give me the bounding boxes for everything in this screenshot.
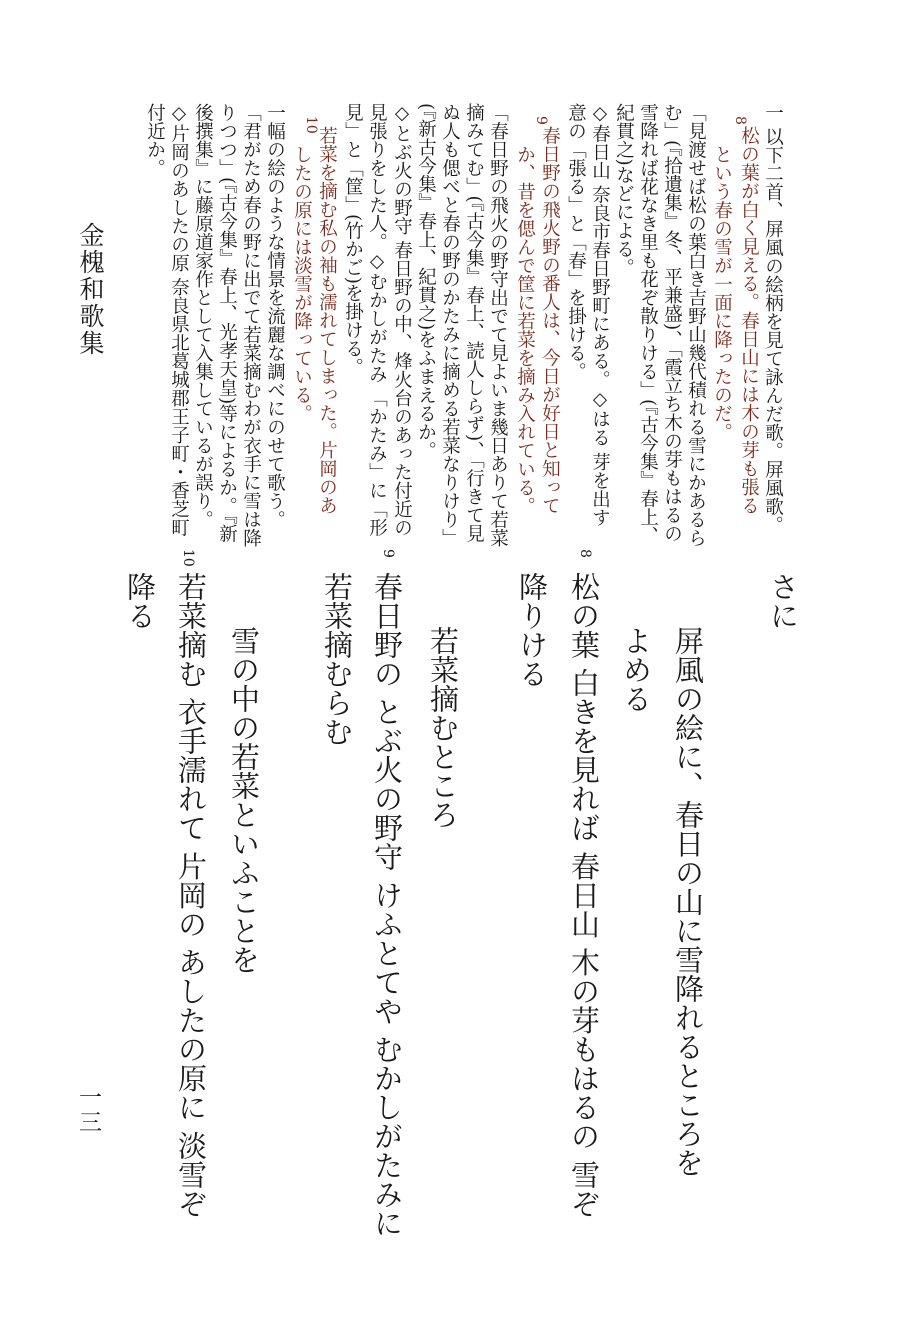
note-line: 見」と「筐」(竹かご)を掛ける。 — [342, 103, 364, 377]
gloss-line: か、昔を偲んで筐に若菜を摘み入れている。 — [514, 145, 536, 515]
note-line: 「君がため春の野に出でて若菜摘むわが衣手に雪は降 — [240, 103, 262, 547]
note-line: 意の「張る」と「春」を掛ける。 — [565, 103, 587, 381]
poem-tail: さに — [766, 572, 800, 630]
gloss-line: 若菜を摘む私の袖も濡れてしまった。片岡のあ — [316, 126, 338, 515]
page-number: 一三 — [75, 1085, 101, 1135]
poem-line: 若菜摘むらむ — [320, 572, 354, 746]
note-line: 見張りをした人。◇むかしがたみ 「かたみ」に「形 — [366, 103, 388, 537]
note-line: ◇片岡のあしたの原 奈良県北葛城郡王子町・香芝町 — [168, 103, 190, 537]
note-line: 付近か。 — [144, 103, 166, 177]
poem-line: 若菜摘む 衣手濡れて 片岡の あしたの原に 淡雪ぞ — [174, 572, 208, 1218]
gloss-line: という春の雪が一面に降ったのだ。 — [711, 145, 733, 441]
note-line: 「春日野の飛火の野守出でて見よいま幾日ありて若菜 — [487, 103, 509, 547]
poem-line: 降りける — [515, 572, 549, 688]
poem-heading: 屏風の絵に、春日の山に雪降れるところを — [671, 626, 705, 1177]
poem-line: 春日野の とぶ火の野守 けふとてや むかしがたみに — [370, 572, 404, 1238]
note-line: 雪降れば花なき里も花ぞ散りける」(『古今集』春上、 — [637, 103, 659, 545]
note-line: ぬ人も偲べと春の野のかたみに摘める若菜なりけり」 — [439, 103, 461, 547]
poem-number: 9 — [380, 549, 396, 558]
note-line: (『新古今集』春上、紀貫之)をふまえるか。 — [415, 103, 437, 460]
gloss-line: したの原には淡雪が降っている。 — [291, 145, 313, 423]
poem-line: 降る — [123, 572, 157, 630]
note-line: 一幅の絵のような情景を流麗な調べにのせて歌う。 — [264, 103, 286, 529]
note-line: ◇とぶ火の野守 春日野の中、烽火台のあった付近の — [391, 103, 413, 537]
note-line: 紀貫之)などによる。 — [613, 103, 635, 277]
poem-heading: 雪の中の若菜といふことを — [227, 626, 261, 974]
note-line: 「見渡せば松の葉白き吉野山幾代積れる雪にかあるら — [685, 103, 707, 547]
book-title: 金槐和歌集 — [76, 222, 105, 357]
note-line: 摘みてむ」(『古今集』春上、読人しらず)、「行きて見 — [463, 103, 485, 543]
poem-line: 松の葉 白きを見れば 春日山 木の芽もはるの 雪ぞ — [567, 572, 601, 1218]
note-line: ◇春日山 奈良市春日野町にある。◇はる 芽を出す — [589, 103, 611, 527]
note-number: 8 — [732, 116, 748, 125]
note-number: 10 — [303, 116, 319, 134]
note-line: 一 以下二首、屏風の絵柄を見て詠んだ歌。屏風歌。 — [762, 103, 784, 535]
gloss-line: 松の葉が白く見える。春日山には木の芽も張る — [738, 126, 760, 515]
poem-number: 10 — [180, 549, 196, 567]
note-line: りつつ」(『古今集』春上、光孝天皇)等によるか。『新 — [216, 103, 238, 543]
poem-number: 8 — [577, 549, 593, 558]
poem-heading: よめる — [619, 626, 653, 713]
gloss-line: 春日野の飛火野の番人は、今日が好日と知って — [539, 126, 561, 515]
poem-heading: 若菜摘むところ — [426, 626, 460, 829]
note-number: 9 — [533, 116, 549, 125]
note-line: む」(『拾遺集』冬、平兼盛)、「霞立ち木の芽もはるの — [661, 103, 683, 543]
note-line: 後撰集』に藤原道家作として入集しているが誤り。 — [192, 103, 214, 529]
